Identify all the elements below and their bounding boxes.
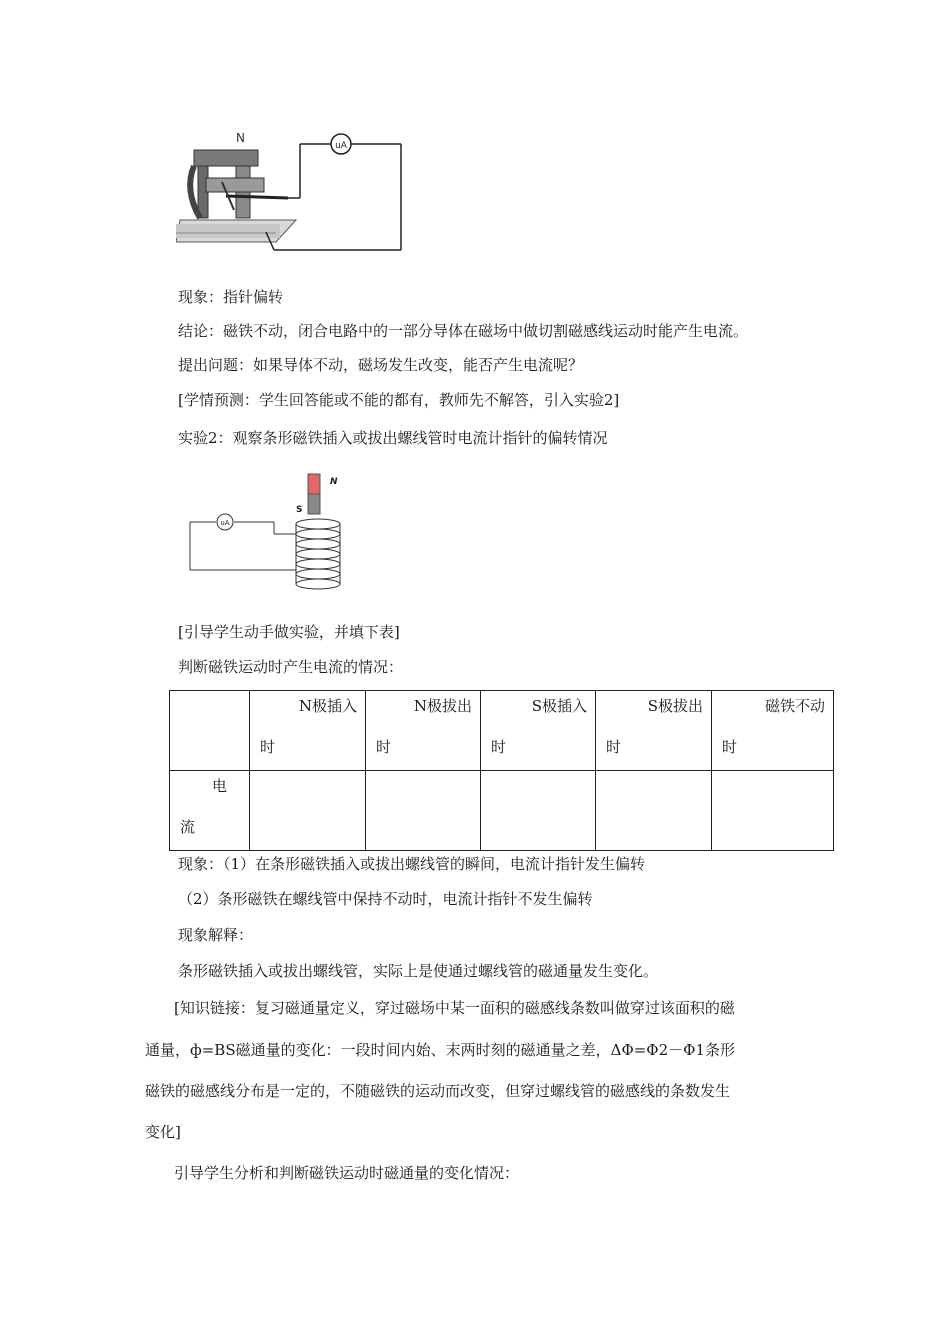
table-header-cell bbox=[366, 691, 481, 771]
phenomenon-line-1: 现象：指针偏转 bbox=[178, 288, 284, 306]
table-row-label bbox=[170, 771, 250, 851]
header-top: S极拔出 bbox=[647, 697, 703, 715]
table-header-cell bbox=[712, 691, 834, 771]
meter-label: uA bbox=[220, 519, 230, 527]
header-bottom: 时 bbox=[722, 738, 738, 756]
meter-label: uA bbox=[335, 141, 347, 151]
knowledge-line-1: [知识链接：复习磁通量定义，穿过磁场中某一面积的磁感线条数叫做穿过该面积的磁 bbox=[174, 999, 735, 1017]
knowledge-line-4: 变化] bbox=[145, 1123, 181, 1141]
analysis-line: 引导学生分析和判断磁铁运动时磁通量的变化情况： bbox=[174, 1164, 520, 1182]
current-table bbox=[169, 690, 834, 851]
header-bottom: 时 bbox=[491, 738, 507, 756]
table-cell bbox=[596, 771, 712, 851]
judge-line: 判断磁铁运动时产生电流的情况： bbox=[178, 658, 404, 676]
pole-s-label: S bbox=[296, 505, 303, 515]
table-header-cell bbox=[481, 691, 596, 771]
phenomenon-line-3: （2）条形磁铁在螺线管中保持不动时，电流计指针不发生偏转 bbox=[178, 890, 593, 908]
knowledge-line-2: 通量，ф=BS磁通量的变化：一段时间内始、末两时刻的磁通量之差，ΔΦ=Φ2－Φ1条形 bbox=[145, 1041, 735, 1059]
experiment2-figure bbox=[178, 468, 348, 594]
pole-n-label: N bbox=[236, 131, 245, 145]
table-header-cell bbox=[596, 691, 712, 771]
explain-line: 条形磁铁插入或拔出螺线管，实际上是使通过螺线管的磁通量发生变化。 bbox=[178, 962, 659, 980]
guide-line: [引导学生动手做实验，并填下表] bbox=[178, 623, 400, 641]
question-line: 提出问题：如果导体不动，磁场发生改变，能否产生电流呢？ bbox=[178, 356, 584, 374]
table-cell bbox=[366, 771, 481, 851]
table-cell bbox=[712, 771, 834, 851]
experiment1-figure bbox=[176, 120, 406, 255]
table-header-cell bbox=[250, 691, 366, 771]
table-row bbox=[170, 771, 834, 851]
header-bottom: 时 bbox=[260, 738, 276, 756]
table-corner-cell bbox=[170, 691, 250, 771]
prediction-line: [学情预测：学生回答能或不能的都有，教师先不解答，引入实验2] bbox=[178, 391, 620, 409]
table-cell bbox=[250, 771, 366, 851]
header-bottom: 时 bbox=[376, 738, 392, 756]
row-label-top: 电 bbox=[211, 777, 227, 795]
header-top: N极插入 bbox=[298, 697, 357, 715]
header-top: 磁铁不动 bbox=[764, 697, 825, 715]
pole-n-label: N bbox=[330, 477, 338, 487]
table-cell bbox=[481, 771, 596, 851]
header-bottom: 时 bbox=[606, 738, 622, 756]
explain-title: 现象解释： bbox=[178, 926, 254, 944]
row-label-bottom: 流 bbox=[180, 818, 196, 836]
header-top: S极插入 bbox=[531, 697, 587, 715]
conclusion-line: 结论：磁铁不动，闭合电路中的一部分导体在磁场中做切割磁感线运动时能产生电流。 bbox=[178, 322, 749, 340]
experiment2-line: 实验2：观察条形磁铁插入或拔出螺线管时电流计指针的偏转情况 bbox=[178, 429, 608, 447]
table-header-row bbox=[170, 691, 834, 771]
header-top: N极拔出 bbox=[413, 697, 472, 715]
knowledge-line-3: 磁铁的磁感线分布是一定的，不随磁铁的运动而改变，但穿过螺线管的磁感线的条数发生 bbox=[145, 1082, 731, 1100]
phenomenon-line-2: 现象：（1）在条形磁铁插入或拔出螺线管的瞬间，电流计指针发生偏转 bbox=[178, 855, 646, 873]
